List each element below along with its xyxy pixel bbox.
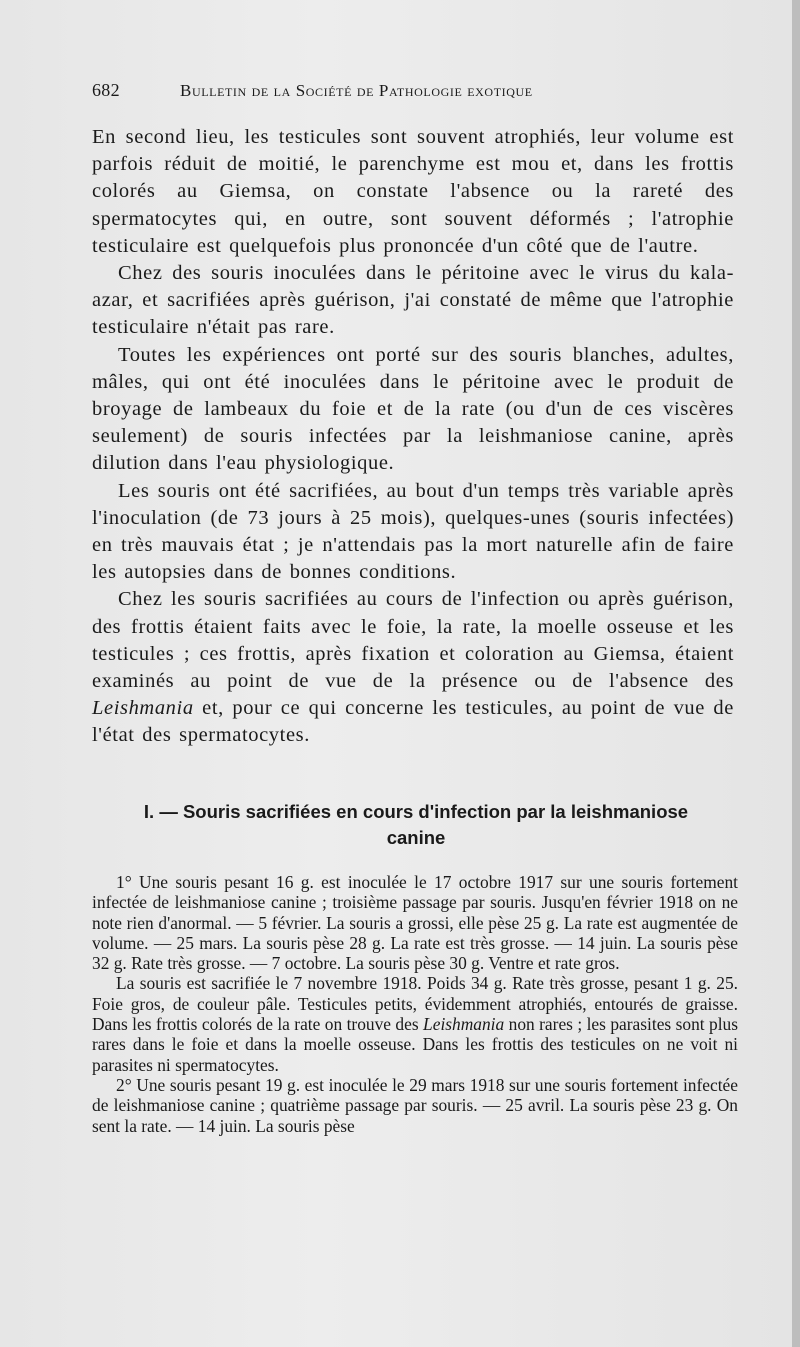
section-heading-line: I. — Souris sacrifiées en cours d'infection par la leishmaniose — [143, 801, 689, 822]
page-number: 682 — [92, 80, 120, 100]
text-run: Chez les souris sacrifiées au cours de l'infection ou après guérison, des frottis étaient faits avec le foie, la rate, la moelle osseuse et les testicules ; ces frottis, après fixation et coloration au Giemsa, étaient examinés au point de vue de la présence ou de l'absence des — [92, 588, 734, 693]
main-text — [92, 124, 734, 750]
text-run: non rares ; les parasites sont plus rares dans le foie et dans la moelle osseuse. Dans les frottis des testicules on ne voit ni parasites ni spermatocytes. — [92, 1014, 738, 1075]
paragraph: Les souris ont été sacrifiées, au bout d'un temps très variable après l'inoculation (de 73 jours à 25 mois), quelques-unes (souris infectées) en très mauvais état ; je n'attendais pas la mort naturelle afin de faire les autopsies dans de bonnes conditions. — [92, 479, 734, 584]
paragraph: Toutes les expériences ont porté sur des souris blanches, adultes, mâles, qui ont été inoculées dans le péritoine avec le produit de broyage de lambeaux du foie et de la rate (ou d'un de ces viscères seulement) de souris infectées par la leishmaniose canine, après dilution dans l'eau physiologique. — [92, 343, 734, 475]
case-paragraph: 2° Une souris pesant 19 g. est inoculée le 29 mars 1918 sur une souris fortement infectée de leishmaniose canine ; quatrième passage par souris. — 25 avril. La souris pèse 23 g. On sent la rate. — 14 juin. La souris pèse — [92, 1074, 738, 1136]
text-run: La souris est sacrifiée le 7 novembre 1918. Poids 34 g. Rate très grosse, pesant 1 g. 25. Foie gros, de couleur pâle. Testicules petits, évidemment atrophiés, entourés de graisse. Dans les frottis colorés de la rate on trouve des — [92, 973, 738, 1035]
case-paragraph: 1° Une souris pesant 16 g. est inoculée le 17 octobre 1917 sur une souris fortement infectée de leishmaniose canine ; troisième passage par souris. Jusqu'en février 1918 on ne note rien d'anormal. — 5 février. La souris a grossi, elle pèse 25 g. La rate est augmentée de volume. — 25 mars. La souris pèse 28 g. La rate est très grosse. — 14 juin. La souris pèse 32 g. Rate très grosse. — 7 octobre. La souris pèse 30 g. Ventre et rate gros. — [92, 872, 738, 974]
case-reports — [92, 872, 738, 1136]
running-header — [92, 80, 742, 104]
paragraph: En second lieu, les testicules sont souvent atrophiés, leur volume est parfois réduit de moitié, le parenchyme est mou et, dans les frottis colorés au Giemsa, on constate l'absence ou la rareté des spermatocytes qui, en outre, sont souvent déformés ; l'atrophie testiculaire est quelquefois plus prononcée d'un côté que de l'autre. — [92, 126, 734, 257]
case-paragraph — [92, 973, 738, 1074]
paragraph — [92, 586, 734, 749]
section-heading — [92, 799, 740, 851]
text-run: et, pour ce qui concerne les testicules, au point de vue de l'état des spermatocytes. — [92, 697, 734, 747]
page-edge — [792, 0, 800, 1347]
genus-name: Leishmania — [92, 697, 194, 720]
section-heading-line: canine — [386, 827, 446, 848]
running-title: Bulletin de la Société de Pathologie exotique — [180, 81, 533, 100]
genus-name: Leishmania — [423, 1014, 505, 1035]
paragraph: Chez des souris inoculées dans le péritoine avec le virus du kala-azar, et sacrifiées après guérison, j'ai constaté de même que l'atrophie testiculaire n'était pas rare. — [92, 262, 734, 339]
